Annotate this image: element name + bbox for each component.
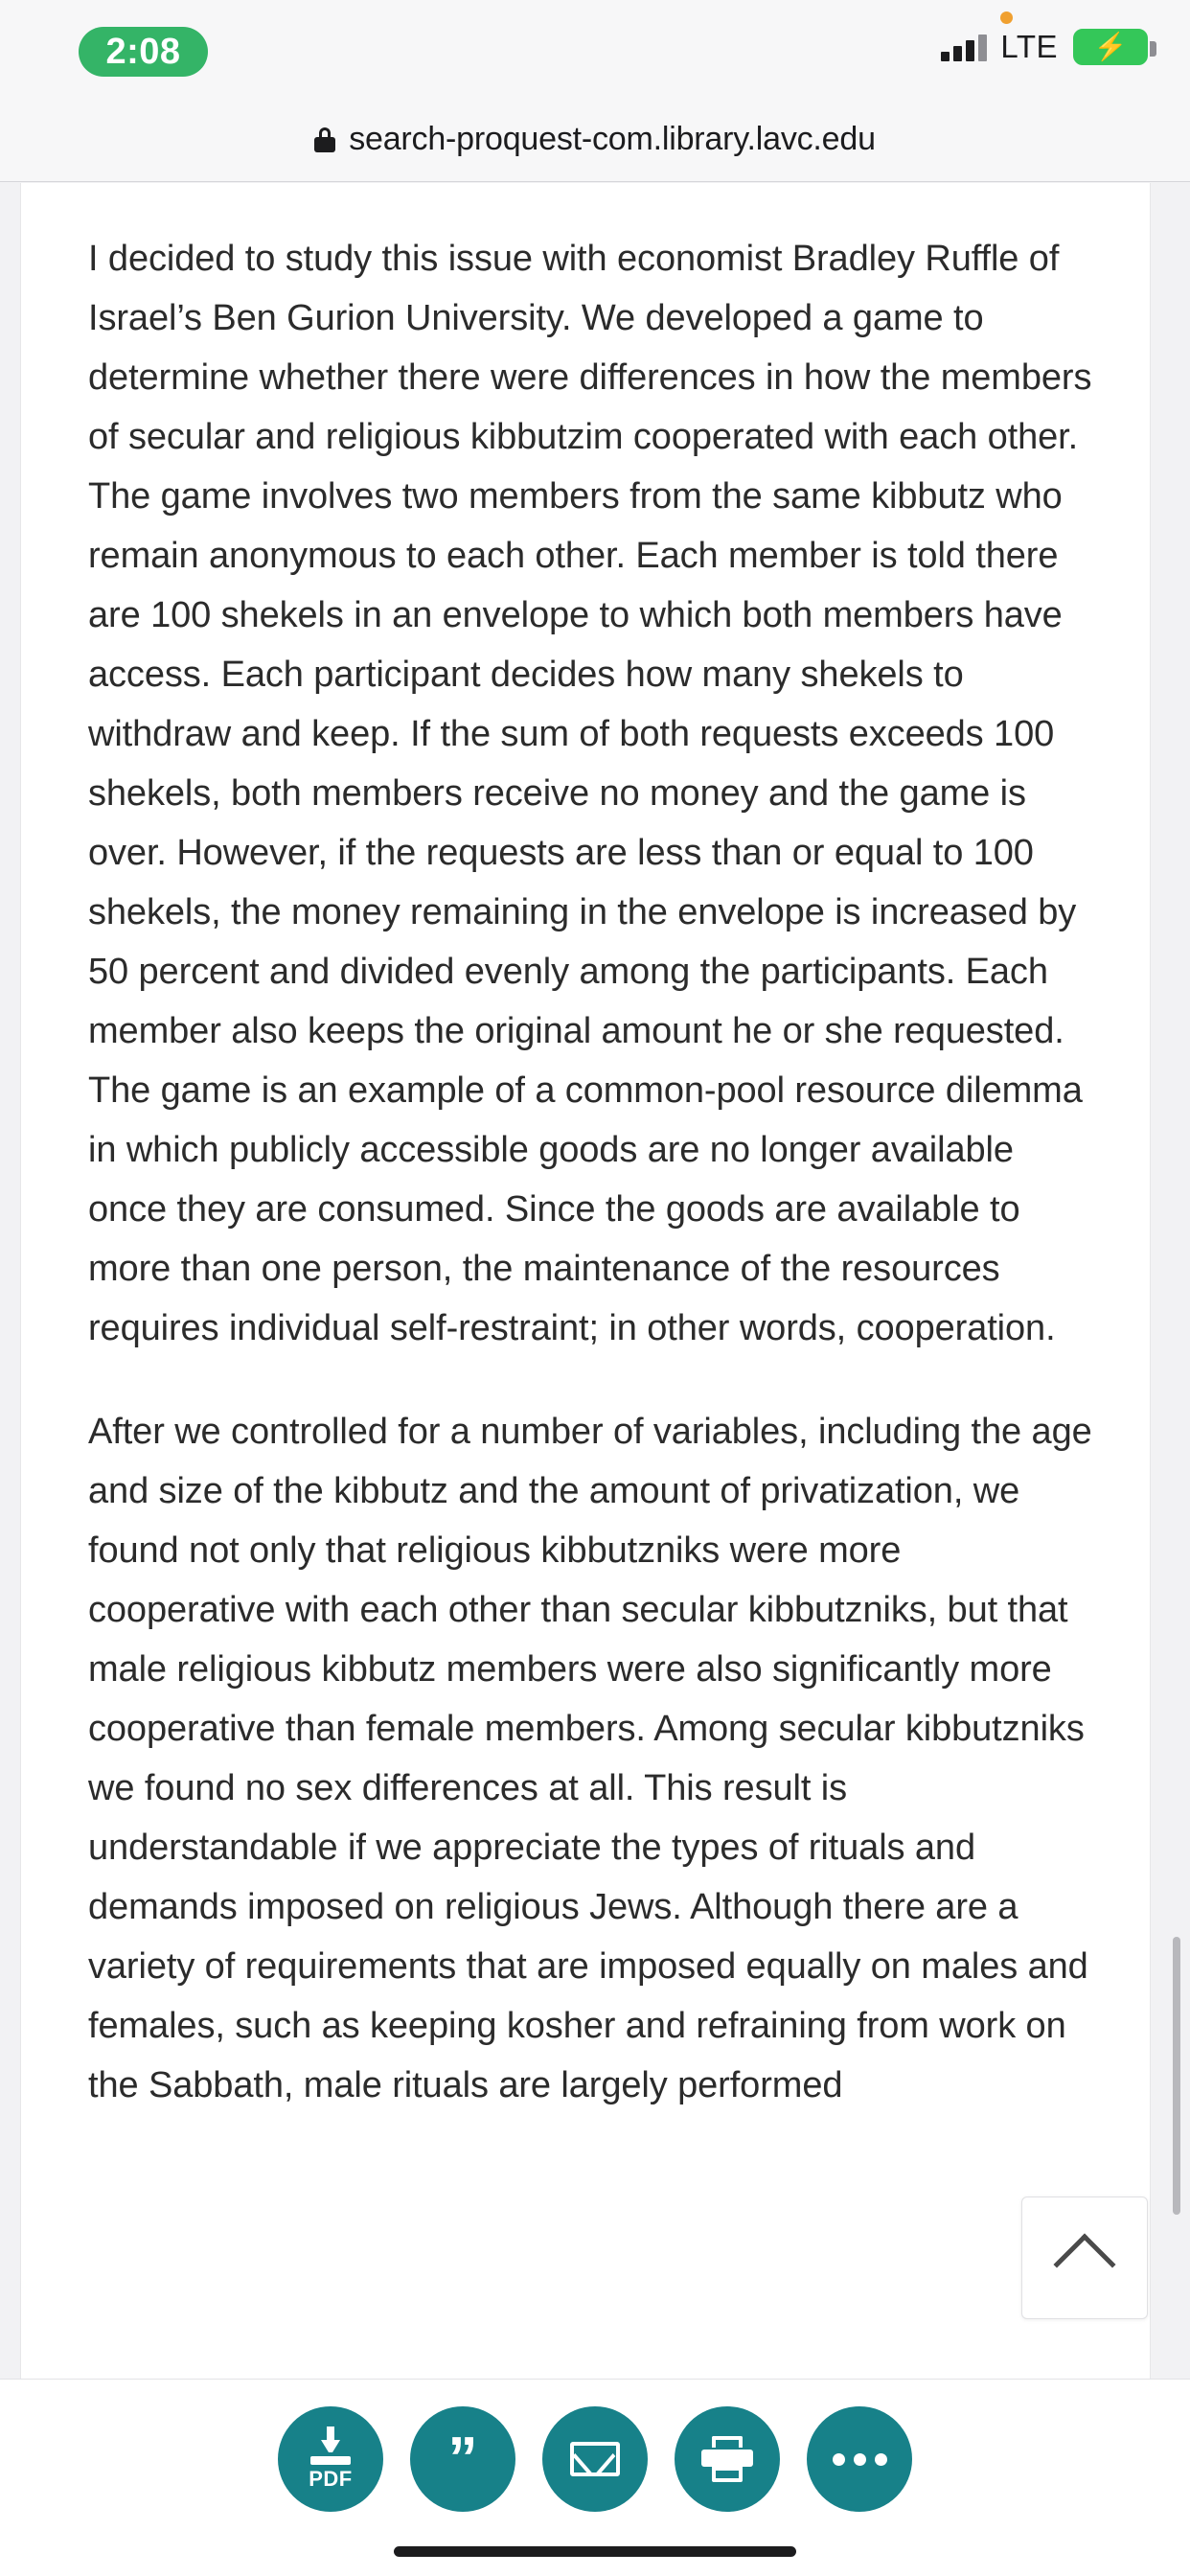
- article-paragraph: I decided to study this issue with economist Bradley Ruffle of Israel’s Ben Gurion University. We developed a game to determine whether there were differences in how the members of secular and religious kibbutzim cooperated with each other. The game involves two members from the same kibbutz who remain anonymous to each other. Each member is told there are 100 shekels in an envelope to which both members have access. Each participant decides how many shekels to withdraw and keep. If the sum of both requests exceeds 100 shekels, both members receive no money and the game is over. However, if the requests are less than or equal to 100 shekels, the money remaining in the envelope is increased by 50 percent and divided evenly among the participants. Each member also keeps the original amount he or she requested. The game is an example of a common-pool resource dilemma in which publicly accessible goods are no longer available once they are consumed. Since the goods are available to more than one person, the maintenance of the resources requires individual self-restraint; in other words, cooperation.: [88, 239, 1092, 1348]
- chevron-up-icon: [1053, 2233, 1115, 2295]
- browser-url-bar[interactable]: [0, 98, 1190, 182]
- charging-bolt-icon: ⚡: [1093, 32, 1128, 61]
- scroll-to-top-button[interactable]: [1021, 2196, 1148, 2319]
- cellular-signal-icon: [941, 33, 987, 61]
- more-options-button[interactable]: [807, 2406, 912, 2512]
- network-type-label: LTE: [1000, 29, 1058, 64]
- ellipsis-icon: [833, 2453, 887, 2466]
- battery-icon: [1073, 29, 1148, 65]
- home-indicator[interactable]: [394, 2546, 796, 2557]
- vertical-scrollbar[interactable]: [1173, 1937, 1180, 2215]
- document-action-toolbar: [0, 2379, 1190, 2576]
- web-page-viewport[interactable]: [0, 183, 1190, 2379]
- download-icon: [310, 2426, 351, 2465]
- toolbar-buttons: [0, 2406, 1190, 2512]
- pdf-button-label: PDF: [309, 2467, 353, 2491]
- article-paper: [21, 183, 1150, 2379]
- article-paragraph: After we controlled for a number of variables, including the age and size of the kibbutz and the amount of privatization, we found not only that religious kibbutzniks were more cooperative with each other than secular kibbutzniks, but that male religious kibbutz members were also significantly more cooperative than female members. Among secular kibbutzniks we found no sex differences at all. This result is understandable if we appreciate the types of rituals and demands imposed on religious Jews. Although there are a variety of requirements that are imposed equally on males and females, such as keeping kosher and refraining from work on the Sabbath, male rituals are largely performed: [88, 1412, 1092, 2105]
- article-body: [88, 229, 1094, 2159]
- lock-icon: [314, 127, 335, 152]
- quote-icon: ”: [447, 2426, 478, 2492]
- printer-icon: [701, 2436, 753, 2482]
- cite-button[interactable]: [410, 2406, 515, 2512]
- envelope-icon: [570, 2442, 620, 2476]
- status-time: 2:08: [79, 27, 208, 77]
- status-right-group: [941, 23, 1148, 71]
- print-button[interactable]: [675, 2406, 780, 2512]
- url-text: search-proquest-com.library.lavc.edu: [349, 121, 876, 157]
- status-bar: [0, 0, 1190, 98]
- pdf-download-button[interactable]: [278, 2406, 383, 2512]
- email-button[interactable]: [542, 2406, 648, 2512]
